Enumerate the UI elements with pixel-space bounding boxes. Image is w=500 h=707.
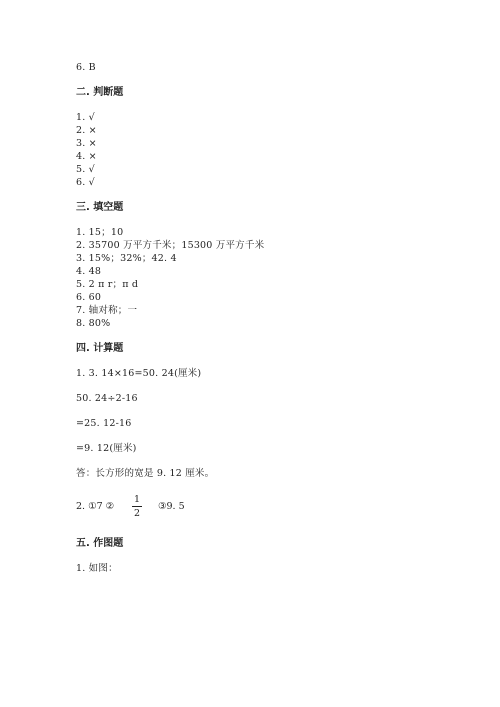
fraction-denominator: 2 <box>133 508 141 519</box>
judgement-answer-2: 2. × <box>76 125 97 136</box>
judgement-answer-4: 4. × <box>76 151 97 162</box>
calc-q2-prefix: 2. ①7 ② <box>76 501 115 512</box>
calc-line-3: =25. 12-16 <box>76 418 132 429</box>
calc-line-2: 50. 24÷2-16 <box>76 393 138 404</box>
calc-line-4: =9. 12(厘米) <box>76 443 137 454</box>
section-title-judgement: 二. 判断题 <box>76 87 124 98</box>
calc-answer-sentence: 答：长方形的宽是 9. 12 厘米。 <box>76 468 215 479</box>
fill-answer-7: 7. 轴对称；一 <box>76 305 138 316</box>
section-title-fill-blank: 三. 填空题 <box>76 202 124 213</box>
calc-q2-suffix: ③9. 5 <box>158 501 185 512</box>
judgement-answer-3: 3. × <box>76 138 97 149</box>
drawing-answer-1: 1. 如图： <box>76 563 118 574</box>
choice-answer-6: 6. B <box>76 62 96 73</box>
fill-answer-6: 6. 60 <box>76 292 102 303</box>
fill-answer-3: 3. 15%；32%；42. 4 <box>76 253 177 264</box>
calc-line-1: 1. 3. 14×16=50. 24(厘米) <box>76 368 202 379</box>
fill-answer-1: 1. 15；10 <box>76 227 124 238</box>
section-title-drawing: 五. 作图题 <box>76 538 124 549</box>
judgement-answer-1: 1. √ <box>76 112 95 123</box>
fraction-bar <box>132 506 142 507</box>
judgement-answer-5: 5. √ <box>76 164 95 175</box>
fill-answer-8: 8. 80% <box>76 318 111 329</box>
fraction-numerator: 1 <box>133 494 141 505</box>
fraction-one-half <box>132 494 142 519</box>
fill-answer-4: 4. 48 <box>76 266 102 277</box>
judgement-answer-6: 6. √ <box>76 177 95 188</box>
fill-answer-5: 5. 2 π r；π d <box>76 279 139 290</box>
section-title-calculation: 四. 计算题 <box>76 343 124 354</box>
fill-answer-2: 2. 35700 万平方千米；15300 万平方千米 <box>76 240 265 251</box>
